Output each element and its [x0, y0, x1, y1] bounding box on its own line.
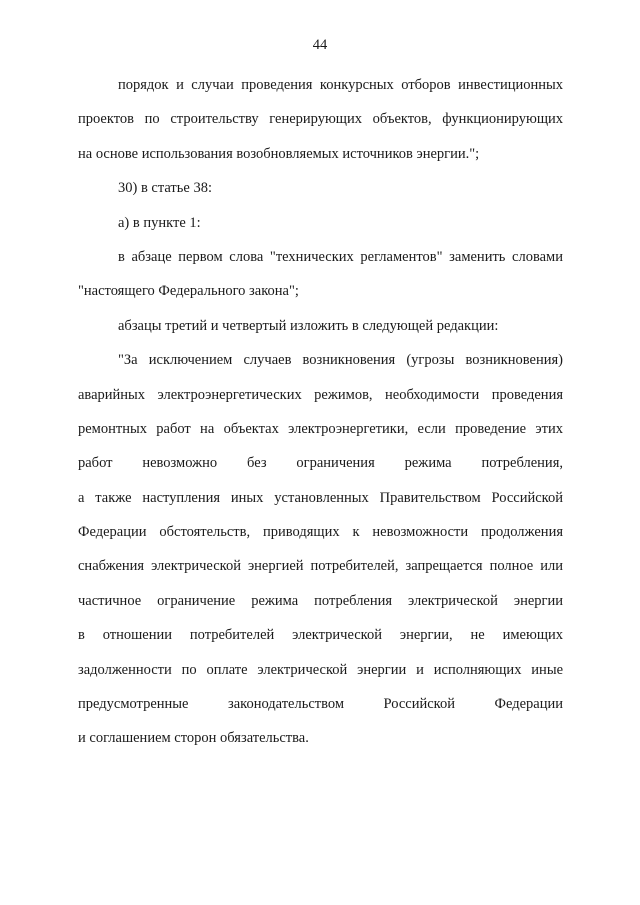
paragraph	[78, 68, 563, 171]
text-line: в отношении потребителей электрической энергии, не имеющих	[78, 627, 563, 644]
text-line: на основе использования возобновляемых источников энергии.";	[78, 145, 480, 162]
text-line: 30) в статье 38:	[118, 180, 212, 197]
text-line: предусмотренные законодательством Российской Федерации	[78, 696, 563, 713]
text-line: снабжения электрической энергией потребителей, запрещается полное или	[78, 558, 563, 575]
text-line: "За исключением случаев возникновения (угрозы возникновения)	[118, 352, 563, 369]
paragraph	[78, 206, 563, 240]
text-line: а) в пункте 1:	[118, 214, 201, 231]
text-line: частичное ограничение режима потребления электрической энергии	[78, 592, 563, 609]
text-line: работ невозможно без ограничения режима потребления,	[78, 455, 563, 472]
document-body	[78, 68, 563, 756]
text-line: проектов по строительству генерирующих объектов, функционирующих	[78, 111, 563, 128]
page-number: 44	[312, 37, 328, 53]
text-line: порядок и случаи проведения конкурсных отборов инвестиционных	[118, 77, 563, 93]
text-line: "настоящего Федерального закона";	[78, 283, 299, 300]
text-line: Федерации обстоятельств, приводящих к невозможности продолжения	[78, 524, 563, 541]
paragraph	[78, 171, 563, 205]
paragraph	[78, 240, 563, 309]
text-line: ремонтных работ на объектах электроэнергетики, если проведение этих	[78, 420, 563, 437]
text-line: задолженности по оплате электрической энергии и исполняющих иные	[78, 661, 563, 678]
paragraph	[78, 309, 563, 343]
text-line: абзацы третий и четвертый изложить в следующей редакции:	[118, 317, 499, 334]
paragraph	[78, 343, 563, 756]
text-line: в абзаце первом слова "технических регламентов" заменить словами	[118, 248, 563, 265]
text-line: и соглашением сторон обязательства.	[78, 730, 309, 747]
text-line: аварийных электроэнергетических режимов, необходимости проведения	[78, 386, 563, 403]
text-line: а также наступления иных установленных Правительством Российской	[78, 489, 563, 506]
